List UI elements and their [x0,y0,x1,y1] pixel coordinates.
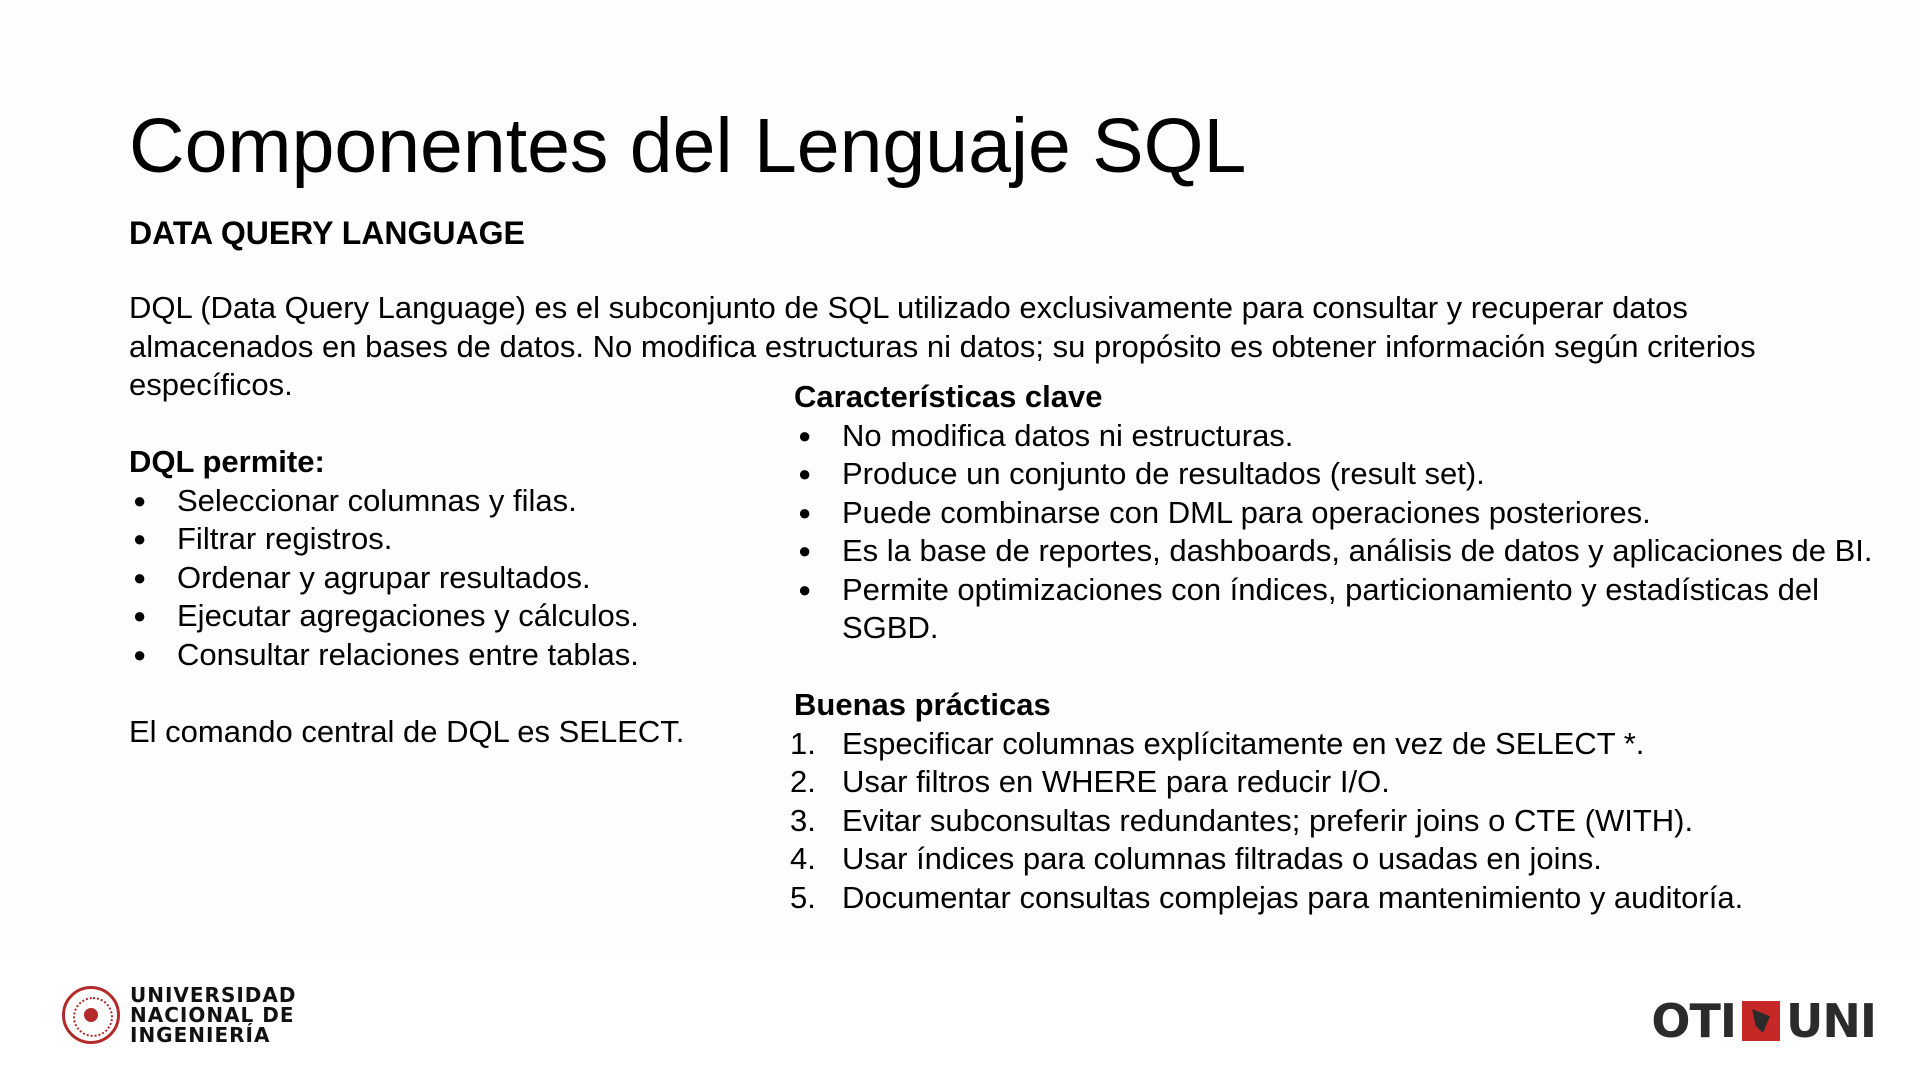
left-column [129,443,769,751]
bullet-icon: ● [133,526,147,551]
list-item: ● No modifica datos ni estructuras. [794,417,1874,456]
list-item: 4. Usar índices para columnas filtradas o usadas en joins. [794,840,1874,879]
brand-left: OTI [1651,994,1737,1048]
list-item: ● Puede combinarse con DML para operaciones posteriores. [794,494,1874,533]
bullet-icon: ● [133,641,147,667]
list-item: 1. Especificar columnas explícitamente en vez de SELECT *. [794,725,1874,764]
list-item: 3. Evitar subconsultas redundantes; preferir joins o CTE (WITH). [794,802,1874,841]
list-item: ● Ordenar y agrupar resultados. [129,559,769,598]
list-number: 5. [790,879,816,915]
slide-title: Componentes del Lenguaje SQL [129,103,1247,189]
list-number: 4. [790,841,816,876]
list-item: ● Es la base de reportes, dashboards, análisis de datos y aplicaciones de BI. [794,532,1874,571]
bullet-icon: ● [133,603,147,628]
bullet-icon: ● [133,487,147,513]
permite-heading: DQL permite: [129,444,325,479]
list-item: ● Permite optimizaciones con índices, particionamiento y estadísticas del SGBD. [798,571,1819,645]
list-number: 2. [790,764,816,799]
closing-statement: El comando central de DQL es SELECT. [129,713,685,749]
list-item: ● Consultar relaciones entre tablas. [129,636,769,675]
oti-mark-icon [1742,1001,1780,1041]
caracteristicas-list [794,417,1874,648]
list-item: ● Seleccionar columnas y filas. [129,482,769,521]
bullet-icon: ● [133,564,147,590]
list-number: 1. [790,725,816,761]
university-name: UNIVERSIDAD NACIONAL DE INGENIERÍA [130,983,297,1047]
list-item: ● Ejecutar agregaciones y cálculos. [129,597,769,636]
university-logo [62,985,297,1045]
permite-list [129,482,769,675]
caracteristicas-heading: Características clave [794,379,1103,414]
list-item: 2. Usar filtros en WHERE para reducir I/O. [794,763,1874,802]
bullet-icon: ● [798,461,812,486]
right-column [790,378,1874,917]
bullet-icon: ● [798,422,812,448]
list-number: 3. [790,802,816,838]
bullet-icon: ● [798,538,812,563]
oti-uni-logo [1651,994,1876,1048]
bullet-icon: ● [798,576,812,602]
list-item: 5. Documentar consultas complejas para mantenimiento y auditoría. [794,879,1874,918]
bullet-icon: ● [798,499,812,525]
list-item: ● Filtrar registros. [129,520,769,559]
university-seal-icon [62,986,120,1044]
intro-paragraph: DQL (Data Query Language) es el subconjunto de SQL utilizado exclusivamente para consultar y recuperar datos almacenados en bases de datos. No modifica estructuras ni datos; su propósito es obtener información según criterios específicos. [129,290,1756,402]
slide-subtitle: DATA QUERY LANGUAGE [129,215,525,251]
list-item: ● Produce un conjunto de resultados (result set). [794,455,1874,494]
brand-right: UNI [1786,994,1876,1048]
practicas-list [790,725,1874,918]
practicas-heading: Buenas prácticas [794,687,1051,722]
